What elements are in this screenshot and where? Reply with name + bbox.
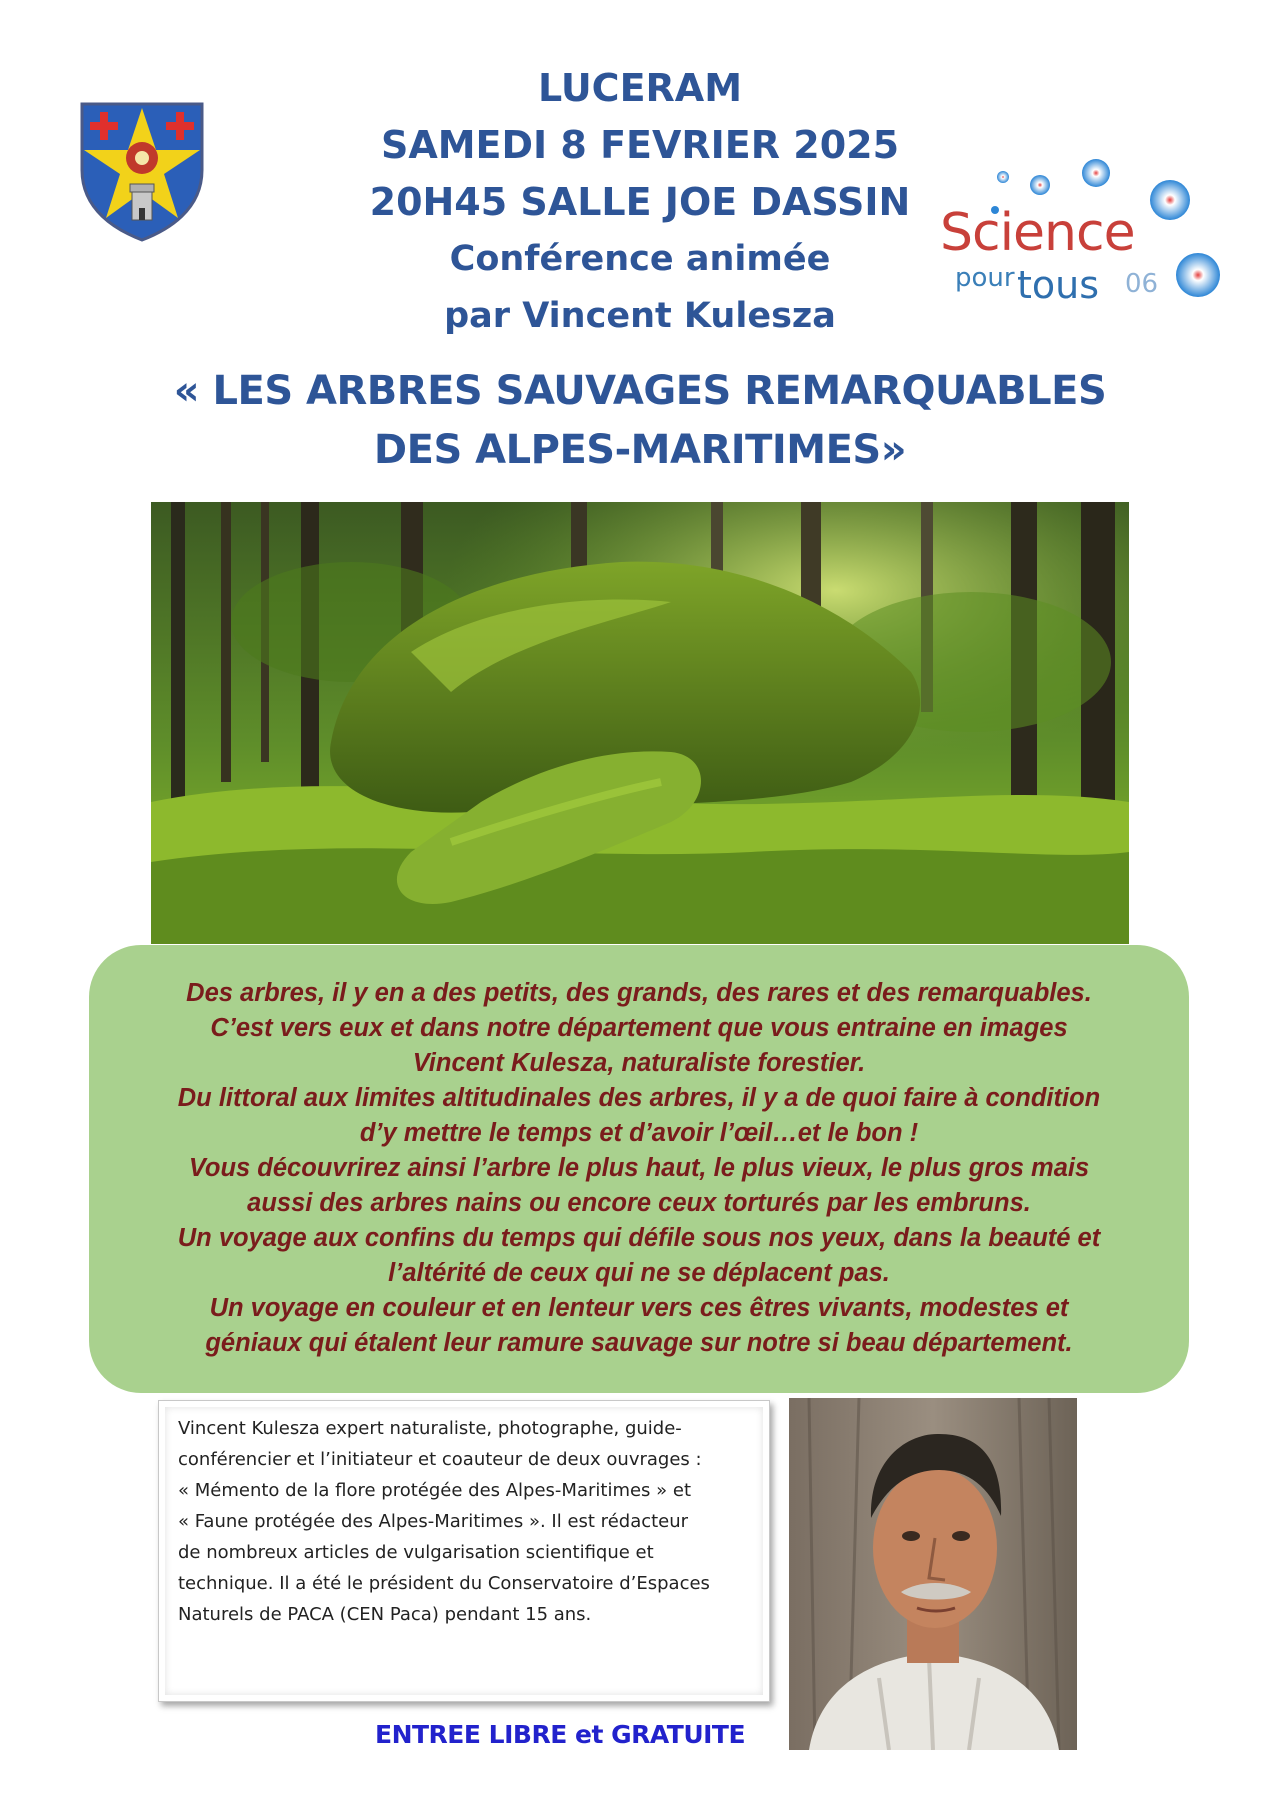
event-type: Conférence animée (449, 239, 831, 279)
logo-science-text: Science (940, 203, 1135, 263)
description-line: géniaux qui étalent leur ramure sauvage sur notre si beau département. (205, 1329, 1073, 1357)
bio-line: « Faune protégée des Alpes-Maritimes ». Il est rédacteur (178, 1511, 689, 1532)
bio-line: technique. Il a été le président du Conservatoire d’Espaces (178, 1573, 710, 1594)
event-town: LUCERAM (537, 66, 743, 110)
conference-title (100, 362, 1180, 480)
description-line: Vincent Kulesza, naturaliste forestier. (412, 1049, 866, 1077)
mossy-forest-photo (151, 502, 1129, 944)
science-pour-tous-logo (940, 155, 1230, 315)
free-entry-notice: ENTREE LIBRE et GRATUITE (375, 1720, 746, 1749)
speaker-portrait (789, 1398, 1077, 1750)
description-line: Des arbres, il y en a des petits, des grands, des rares et des remarquables. (186, 979, 1092, 1007)
description-line: C’est vers eux et dans notre département que vous entraine en images (210, 1014, 1068, 1042)
description-line: Un voyage en couleur et en lenteur vers ces êtres vivants, modestes et (209, 1294, 1069, 1322)
speaker-bio-text (178, 1413, 758, 1630)
bio-line: Vincent Kulesza expert naturaliste, photographe, guide- (178, 1418, 682, 1439)
description-box (89, 945, 1189, 1393)
logo-pour-text: pour (955, 263, 1015, 293)
bubble-icon (1030, 175, 1050, 195)
bio-line: « Mémento de la flore protégée des Alpes-Maritimes » et (178, 1480, 692, 1501)
bubble-icon (1150, 180, 1190, 220)
bubble-icon (997, 171, 1009, 183)
speaker-bio-box (158, 1400, 770, 1702)
title-line-1: « LES ARBRES SAUVAGES REMARQUABLES (173, 368, 1107, 414)
title-line-2: DES ALPES-MARITIMES» (373, 427, 907, 473)
description-line: Un voyage aux confins du temps qui défile sous nos yeux, dans la beauté et (177, 1224, 1101, 1252)
bubble-icon (1176, 253, 1220, 297)
event-date: SAMEDI 8 FEVRIER 2025 (380, 123, 900, 167)
bio-line: de nombreux articles de vulgarisation scientifique et (178, 1542, 654, 1563)
description-line: Du littoral aux limites altitudinales des arbres, il y a de quoi faire à condition (177, 1084, 1101, 1112)
logo-number-text: 06 (1125, 269, 1159, 299)
bubble-icon (1082, 159, 1110, 187)
description-line: d’y mettre le temps et d’avoir l’œil…et le bon ! (359, 1119, 919, 1147)
logo-tous-text: tous (1017, 263, 1100, 307)
luceram-coat-of-arms (78, 100, 206, 242)
event-speaker: par Vincent Kulesza (444, 296, 836, 336)
description-line: aussi des arbres nains ou encore ceux torturés par les embruns. (247, 1189, 1031, 1217)
event-time-venue: 20H45 SALLE JOE DASSIN (369, 180, 911, 224)
description-line: Vous découvrirez ainsi l’arbre le plus haut, le plus vieux, le plus gros mais (188, 1154, 1090, 1182)
description-line: l’altérité de ceux qui ne se déplacent pas. (388, 1259, 890, 1287)
bio-line: conférencier et l’initiateur et coauteur de deux ouvrages : (178, 1449, 702, 1470)
event-header (300, 60, 980, 345)
bio-line: Naturels de PACA (CEN Paca) pendant 15 ans. (178, 1604, 592, 1625)
description-text (109, 976, 1169, 1361)
